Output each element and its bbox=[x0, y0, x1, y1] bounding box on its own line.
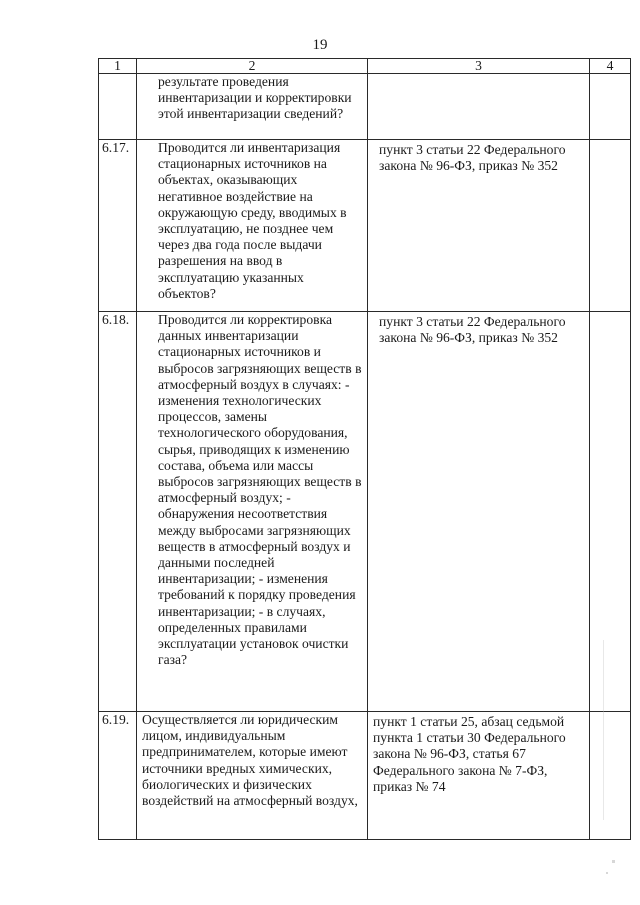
scan-speck bbox=[603, 640, 604, 820]
row-number: 6.18. bbox=[99, 312, 137, 712]
row-number: 6.17. bbox=[99, 140, 137, 312]
question-cell bbox=[137, 140, 368, 312]
question-text: результате проведения инвентаризации и корректировки этой инвентаризации сведений? bbox=[158, 74, 352, 122]
question-text: Осуществляется ли юридическим лицом, индивидуальным предпринимателем, которые имеют источники вредных химических, биологических и физических воздействий на атмосферный воздух, bbox=[142, 712, 358, 809]
question-text: Проводится ли корректировка данных инвентаризации стационарных источников и выбросов загрязняющих веществ в атмосферный воздух в случаях: - изменения технологических процессов, замены технологического оборудования, сырья, приводящих к изменению состава, объема или массы выбросов загрязняющих веществ в атмосферный воздух; - обнаружения несоответствия между выбросами загрязняющих веществ в атмосферный воздух и данными последней инвентаризации; - изменения требований к порядку проведения инвентаризации; - в случаях, определенных правилами эксплуатации установок очистки газа? bbox=[158, 312, 362, 668]
note-cell bbox=[590, 312, 631, 712]
table-row bbox=[99, 712, 631, 840]
note-cell bbox=[590, 140, 631, 312]
question-cell bbox=[137, 74, 368, 140]
header-col-3: 3 bbox=[368, 59, 590, 74]
reference-cell bbox=[368, 712, 590, 840]
question-text: Проводится ли инвентаризация стационарных источников на объектах, оказывающих негативное воздействие на окружающую среду, вводимых в эксплуатацию, не позднее чем через два года после выдачи разрешения на ввод в эксплуатацию указанных объектов? bbox=[158, 140, 347, 301]
header-col-4: 4 bbox=[590, 59, 631, 74]
table-row bbox=[99, 312, 631, 712]
reference-text: пункт 3 статьи 22 Федерального закона № 96-ФЗ, приказ № 352 bbox=[379, 142, 566, 174]
scan-speck bbox=[606, 872, 608, 874]
table-row bbox=[99, 74, 631, 140]
row-number: 6.19. bbox=[99, 712, 137, 840]
table-header-row bbox=[99, 59, 631, 74]
reference-cell bbox=[368, 140, 590, 312]
note-cell bbox=[590, 74, 631, 140]
header-col-1: 1 bbox=[99, 59, 137, 74]
scan-speck bbox=[612, 860, 615, 863]
question-cell bbox=[137, 312, 368, 712]
row-number bbox=[99, 74, 137, 140]
header-col-2: 2 bbox=[137, 59, 368, 74]
page-number: 19 bbox=[312, 37, 328, 53]
checklist-table bbox=[98, 58, 631, 840]
question-cell bbox=[137, 712, 368, 840]
table-row bbox=[99, 140, 631, 312]
reference-text: пункт 3 статьи 22 Федерального закона № 96-ФЗ, приказ № 352 bbox=[379, 314, 566, 346]
reference-text: пункт 1 статьи 25, абзац седьмой пункта 1 статьи 30 Федерального закона № 96-ФЗ, статья 67 Федерального закона № 7-ФЗ, приказ № 74 bbox=[373, 714, 566, 794]
reference-cell bbox=[368, 312, 590, 712]
note-cell bbox=[590, 712, 631, 840]
reference-cell bbox=[368, 74, 590, 140]
